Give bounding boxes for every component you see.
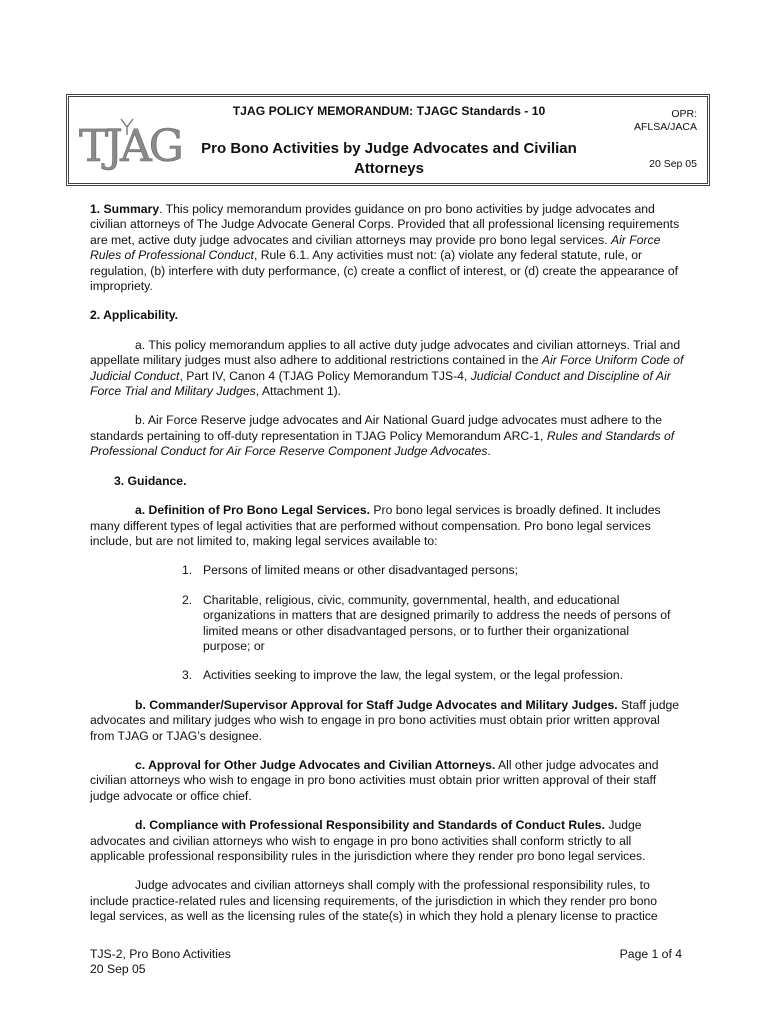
applicability-a: a. This policy memorandum applies to all active duty judge advocates and civilian attorneys. Trial and appellate military judges must also adhere to additional restrictions contained in the Air Force Uniform Code of Judicial Conduct, Part IV, Canon 4 (TJAG Policy Memorandum TJS-4, Judicial Conduct and Discipline of Air Force Trial and Military Judges, Attachment 1). (90, 337, 684, 399)
guidance-a: a. Definition of Pro Bono Legal Services. Pro bono legal services is broadly defined. It includes many different types of legal activities that are performed without compensation. Pro bono legal services include, but are not limited to, making legal services available to: (90, 503, 661, 548)
applicability-heading: 2. Applicability. (90, 308, 179, 323)
memo-header (66, 94, 710, 186)
applicability-b: b. Air Force Reserve judge advocates and Air National Guard judge advocates must adhere to the standards pertaining to off-duty representation in TJAG Policy Memorandum ARC-1, Rules and Standards of Professional Conduct for Air Force Reserve Component Judge Advocates. (90, 413, 675, 459)
guidance-b: b. Commander/Supervisor Approval for Staff Judge Advocates and Military Judges. Staff judge advocates and military judges who wish to engage in pro bono activities must obtain prior written approval from TJAG or TJAG’s designee. (90, 697, 680, 743)
page-number: Page 1 of 4 (619, 947, 682, 961)
tjag-logo (77, 111, 181, 172)
opr-block: OPR: AFLSA/JACA (633, 108, 697, 133)
memo-title: TJAG POLICY MEMORANDUM: TJAGC Standards - 10 (232, 104, 546, 118)
footer-doc-ref: TJS-2, Pro Bono Activities (90, 947, 231, 961)
document-title: Pro Bono Activities by Judge Advocates and Civilian Attorneys (201, 140, 577, 177)
list-item: 3. Activities seeking to improve the law, the legal system, or the legal profession. (182, 668, 623, 683)
memo-body (90, 202, 686, 939)
guidance-c: c. Approval for Other Judge Advocates and Civilian Attorneys. All other judge advocates and civilian attorneys who wish to engage in pro bono activities must obtain prior written approval of their staff judge advocate or office chief. (90, 757, 659, 803)
header-date: 20 Sep 05 (649, 158, 697, 170)
guidance-heading: 3. Guidance. (114, 473, 187, 488)
page-footer (90, 947, 682, 978)
guidance-d: d. Compliance with Professional Responsibility and Standards of Conduct Rules. Judge advocates and civilian attorneys who wish to engage in pro bono activities shall conform strictly to all applicable professional responsibility rules in the jurisdiction where they render pro bono legal services. (90, 818, 646, 863)
list-item: 2. Charitable, religious, civic, community, governmental, health, and educational organizations in matters that are designed primarily to address the needs of persons of limited means or other disadvantaged persons, or to further their organizational purpose; or (182, 592, 671, 653)
footer-date: 20 Sep 05 (90, 962, 146, 977)
guidance-d-paragraph-2: Judge advocates and civilian attorneys shall comply with the professional responsibility rules, to include practice-related rules and licensing requirements, of the jurisdiction in which they render pro bono legal services, as well as the licensing rules of the state(s) in which they hold a plenary license to practice (90, 878, 658, 924)
list-item: 1. Persons of limited means or other disadvantaged persons; (182, 563, 519, 578)
summary-paragraph: 1. Summary. This policy memorandum provides guidance on pro bono activities by judge advocates and civilian attorneys of The Judge Advocate General Corps. Provided that all professional licensing requirements are met, active duty judge advocates and civilian attorneys may provide pro bono legal services. Air Force Rules of Professional Conduct, Rule 6.1. Any activities must not: (a) violate any federal statute, rule, or regulation, (b) interfere with duty performance, (c) create a conflict of interest, or (d) create the appearance of impropriety. (90, 202, 680, 294)
pro-bono-list (90, 563, 686, 683)
logo-text: TJAG (79, 121, 181, 172)
